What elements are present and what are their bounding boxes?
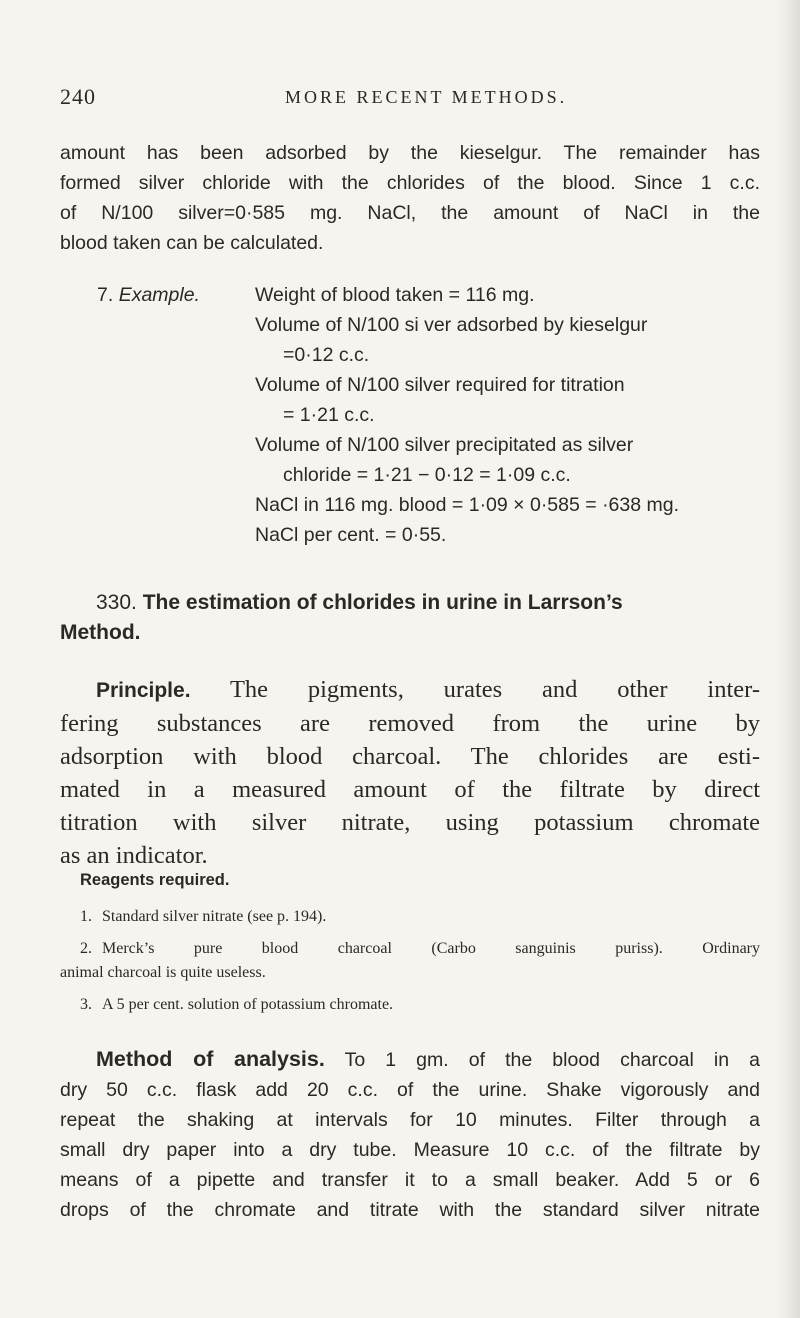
method-label: Method of analysis. bbox=[96, 1047, 325, 1071]
example-line: Volume of N/100 silver required for titration bbox=[255, 374, 625, 396]
reagent-text: Standard silver nitrate (see p. 194). bbox=[102, 908, 327, 925]
method-paragraph bbox=[60, 1044, 760, 1225]
reagents-list bbox=[60, 868, 760, 1025]
section-heading-line bbox=[60, 618, 760, 648]
text-line: adsorption with blood charcoal. The chlorides are esti- bbox=[60, 743, 760, 770]
reagent-item bbox=[60, 993, 760, 1017]
principle-text: The pigments, urates and other inter- bbox=[229, 676, 760, 703]
reagent-number: 1. bbox=[80, 908, 92, 925]
reagent-text: Merck’s pure blood charcoal (Carbo sanguinis puriss). Ordinary bbox=[102, 940, 760, 957]
section-number: 330. bbox=[96, 591, 137, 614]
example-line: Volume of N/100 silver precipitated as silver bbox=[255, 434, 634, 456]
text-line bbox=[60, 1044, 760, 1075]
example-line: NaCl per cent. = 0·55. bbox=[255, 524, 447, 546]
example-line: NaCl in 116 mg. blood = 1·09 × 0·585 = ·638 mg. bbox=[255, 494, 680, 516]
reagent-line bbox=[60, 937, 760, 961]
reagent-item bbox=[60, 905, 760, 929]
section-title: The estimation of chlorides in urine in Larrson’s bbox=[142, 591, 623, 614]
text-line: of N/100 silver=0·585 mg. NaCl, the amount of NaCl in the bbox=[60, 202, 760, 224]
text-line: amount has been adsorbed by the kieselgur. The remainder has bbox=[60, 142, 760, 164]
text-line: small dry paper into a dry tube. Measure 10 c.c. of the filtrate by bbox=[60, 1139, 760, 1161]
text-line: as an indicator. bbox=[60, 842, 208, 869]
reagent-item bbox=[60, 937, 760, 985]
section-heading-line bbox=[60, 588, 760, 618]
example-body bbox=[255, 280, 765, 550]
intro-paragraph bbox=[60, 138, 760, 258]
reagents-heading: Reagents required. bbox=[80, 871, 230, 889]
reagent-number: 3. bbox=[80, 996, 92, 1013]
text-line: titration with silver nitrate, using potassium chromate bbox=[60, 809, 760, 836]
text-line: means of a pipette and transfer it to a small beaker. Add 5 or 6 bbox=[60, 1169, 760, 1191]
method-text: To 1 gm. of the blood charcoal in a bbox=[344, 1049, 760, 1071]
text-line: blood taken can be calculated. bbox=[60, 232, 324, 254]
text-line: drops of the chromate and titrate with the standard silver nitrate bbox=[60, 1199, 760, 1221]
section-heading bbox=[60, 588, 760, 648]
text-line: mated in a measured amount of the filtrate by direct bbox=[60, 776, 760, 803]
example-line: Volume of N/100 si ver adsorbed by kieselgur bbox=[255, 314, 648, 336]
example-label bbox=[97, 280, 200, 310]
page-number: 240 bbox=[60, 84, 96, 109]
reagent-text: A 5 per cent. solution of potassium chromate. bbox=[102, 996, 394, 1013]
principle-paragraph bbox=[60, 673, 760, 872]
example-line: =0·12 c.c. bbox=[283, 344, 370, 366]
example-number: 7. bbox=[97, 284, 114, 306]
example-line: chloride = 1·21 − 0·12 = 1·09 c.c. bbox=[283, 464, 571, 486]
running-title: MORE RECENT METHODS. bbox=[285, 87, 568, 107]
text-line: formed silver chloride with the chlorides of the blood. Since 1 c.c. bbox=[60, 172, 760, 194]
example-line: = 1·21 c.c. bbox=[283, 404, 375, 426]
text-line: fering substances are removed from the urine by bbox=[60, 710, 760, 737]
running-head bbox=[60, 84, 740, 114]
section-title-continued: Method. bbox=[60, 621, 141, 644]
principle-label: Principle. bbox=[96, 679, 191, 702]
reagent-line: animal charcoal is quite useless. bbox=[60, 964, 266, 981]
text-line bbox=[60, 673, 760, 707]
example-title: Example. bbox=[118, 284, 200, 306]
text-line: repeat the shaking at intervals for 10 minutes. Filter through a bbox=[60, 1109, 760, 1131]
example-line: Weight of blood taken = 116 mg. bbox=[255, 284, 535, 306]
reagent-number: 2. bbox=[80, 940, 92, 957]
text-line: dry 50 c.c. flask add 20 c.c. of the urine. Shake vigorously and bbox=[60, 1079, 760, 1101]
page-edge-shadow bbox=[778, 0, 800, 1318]
